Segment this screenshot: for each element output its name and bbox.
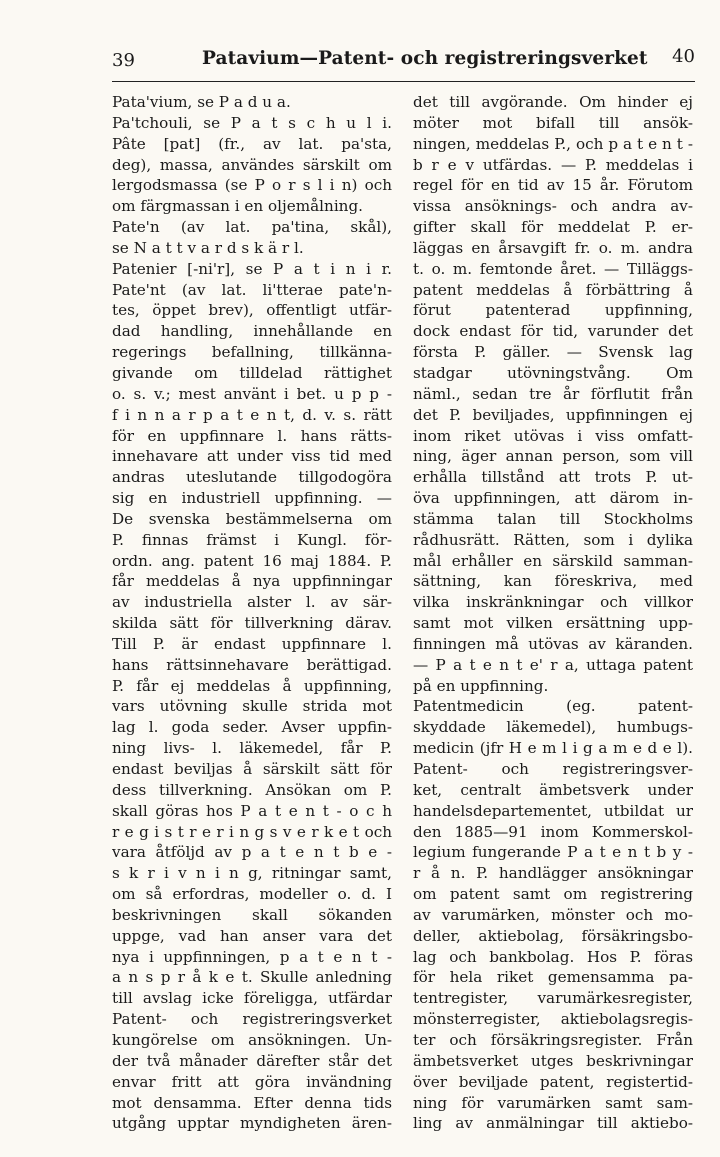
text-line: rådhusrätt. Rätten, som i dylika (413, 530, 693, 549)
text-line: Patentmedicin (eg. patent- (413, 697, 693, 716)
text-line: samt mot vilken ersättning upp- (413, 614, 693, 633)
text-line: t. o. m. femtonde året. — Tilläggs- (413, 259, 693, 278)
text-line: det till avgörande. Om hinder ej (413, 93, 693, 111)
text-line: a n s p r å k e t. Skulle anledning (112, 968, 392, 987)
text-line: skilda sätt för tillverkning därav. (112, 614, 392, 633)
page-number-left: 39 (112, 50, 135, 71)
text-line: ordn. ang. patent 16 maj 1884. P. (112, 551, 392, 570)
text-line: De svenska bestämmelserna om (112, 509, 392, 528)
text-line: den 1885—91 inom Kommerskol- (413, 822, 693, 841)
text-line: lag och bankbolag. Hos P. föras (413, 947, 693, 966)
text-line: hans rättsinnehavare berättigad. (112, 655, 392, 674)
text-line: utgång upptar myndigheten ären- (112, 1114, 392, 1133)
text-line: möter mot bifall till ansök- (413, 113, 693, 132)
text-line: mot densamma. Efter denna tids (112, 1093, 392, 1112)
text-line: ningen, meddelas P., och p a t e n t - (413, 134, 693, 153)
text-line: sig en industriell uppfinning. — (112, 489, 392, 508)
text-line: skyddade läkemedel), humbugs- (413, 718, 693, 737)
text-line: — P a t e n t e' r a, uttaga patent (413, 655, 693, 674)
text-line: handelsdepartementet, utbildat ur (413, 801, 693, 820)
text-line: stämma talan till Stockholms (413, 509, 693, 528)
text-line: ket, centralt ämbetsverk under (413, 780, 693, 799)
text-line: beskrivningen skall sökanden (112, 905, 392, 924)
text-line: om färgmassan i en oljemålning. (112, 197, 364, 216)
text-line: dock endast för tid, varunder det (413, 322, 693, 341)
text-line: stadgar utövningstvång. Om (413, 363, 693, 382)
text-line: b r e v utfärdas. — P. meddelas i (413, 155, 693, 174)
text-line: P. får ej meddelas å uppfinning, (112, 676, 392, 695)
text-line: Pata'vium, se P a d u a. (112, 93, 291, 111)
left-column (112, 92, 392, 1134)
text-line: finningen må utövas av käranden. (413, 634, 693, 653)
text-line: över beviljade patent, registertid- (413, 1072, 693, 1091)
text-line: medicin (jfr H e m l i g a m e d e l). (413, 739, 693, 758)
text-line: deg), massa, användes särskilt om (112, 155, 392, 174)
text-line: r e g i s t r e r i n g s v e r k e t och (112, 822, 392, 841)
text-line: vars utövning skulle strida mot (112, 697, 392, 716)
text-line: första P. gäller. — Svensk lag (413, 343, 693, 362)
text-line: patent meddelas å förbättring å (413, 280, 693, 299)
text-line: sättning, kan föreskriva, med (413, 572, 693, 591)
text-line: om patent samt om registrering (413, 885, 693, 904)
page-header (112, 44, 695, 78)
text-line: skall göras hos P a t e n t - o c h (112, 801, 392, 820)
text-line: erhålla tillstånd att trots P. ut- (413, 468, 693, 487)
text-line: på en uppfinning. (413, 676, 549, 695)
text-line: Till P. är endast uppfinnare l. (112, 634, 392, 653)
text-line: får meddelas å nya uppfinningar (112, 572, 392, 591)
text-line: Patent- och registreringsverket (112, 1010, 392, 1029)
text-line: vissa ansöknings- och andra av- (413, 197, 693, 216)
text-line: Patenier [-ni'r], se P a t i n i r. (112, 259, 392, 278)
text-line: s k r i v n i n g, ritningar samt, (112, 864, 392, 883)
text-line: dad handling, innehållande en (112, 322, 392, 341)
text-line: ning livs- l. läkemedel, får P. (112, 739, 392, 758)
text-line: ter och försäkringsregister. Från (413, 1030, 693, 1049)
text-line: uppge, vad han anser vara det (112, 926, 392, 945)
text-line: Patent- och registreringsver- (413, 760, 693, 778)
text-line: regerings befallning, tillkänna- (112, 343, 392, 362)
text-line: inom riket utövas i viss omfatt- (413, 426, 693, 445)
text-line: lag l. goda seder. Avser uppfin- (112, 718, 392, 737)
text-line: vara åtföljd av p a t e n t b e - (112, 843, 392, 862)
page-number-right: 40 (672, 46, 695, 67)
text-line: legium fungerande P a t e n t b y - (413, 843, 693, 862)
header-rule (112, 81, 695, 82)
text-line: gifter skall för meddelat P. er- (413, 218, 693, 237)
text-line: till avslag icke föreligga, utfärdar (112, 989, 392, 1008)
text-line: P. finnas främst i Kungl. för- (112, 530, 392, 549)
text-line: av varumärken, mönster och mo- (413, 905, 693, 924)
text-line: endast beviljas å särskilt sätt för (112, 760, 392, 778)
text-line: om så erfordras, modeller o. d. I (112, 885, 392, 904)
text-line: tes, öppet brev), offentligt utfär- (112, 301, 392, 320)
text-line: kungörelse om ansökningen. Un- (112, 1030, 392, 1049)
text-line: Pate'nt (av lat. li'tterae pate'n- (112, 280, 392, 299)
text-line: regel för en tid av 15 år. Förutom (413, 176, 693, 195)
text-line: lergodsmassa (se P o r s l i n) och (112, 176, 392, 195)
text-line: innehavare att under viss tid med (112, 447, 392, 466)
text-line: f i n n a r p a t e n t, d. v. s. rätt (112, 405, 392, 424)
text-line: Pâte [pat] (fr., av lat. pa'sta, (112, 134, 392, 153)
text-line: ling av anmälningar till aktiebo- (413, 1114, 693, 1133)
text-line: förut patenterad uppfinning, (413, 301, 693, 320)
text-line: för hela riket gemensamma pa- (413, 968, 693, 987)
right-column (413, 92, 693, 1134)
text-line: ning för varumärken samt sam- (413, 1093, 693, 1112)
text-line: läggas en årsavgift fr. o. m. andra (413, 238, 693, 257)
text-line: mönsterregister, aktiebolagsregis- (413, 1010, 693, 1029)
text-line: nya i uppfinningen, p a t e n t - (112, 947, 392, 966)
running-title: Patavium—Patent- och registreringsverket (202, 48, 648, 69)
text-line: näml., sedan tre år förflutit från (413, 384, 693, 403)
text-line: vilka inskränkningar och villkor (413, 593, 693, 612)
text-line: Pate'n (av lat. pa'tina, skål), (112, 218, 392, 237)
text-line: o. s. v.; mest använt i bet. u p p - (112, 384, 392, 403)
text-line: andras uteslutande tillgodogöra (112, 468, 392, 487)
text-line: givande om tilldelad rättighet (112, 363, 392, 382)
text-line: se N a t t v a r d s k ä r l. (112, 238, 304, 257)
text-line: det P. beviljades, uppfinningen ej (413, 405, 693, 424)
text-line: r å n. P. handlägger ansökningar (413, 864, 693, 883)
text-line: öva uppfinningen, att därom in- (413, 489, 693, 508)
text-line: envar fritt att göra invändning (112, 1072, 392, 1091)
text-line: tentregister, varumärkesregister, (413, 989, 693, 1008)
text-line: mål erhåller en särskild samman- (413, 551, 693, 570)
text-line: för en uppfinnare l. hans rätts- (112, 426, 392, 445)
text-line: ning, äger annan person, som vill (413, 447, 693, 466)
text-line: Pa'tchouli, se P a t s c h u l i. (112, 113, 392, 132)
text-line: deller, aktiebolag, försäkringsbo- (413, 926, 693, 945)
text-line: der två månader därefter står det (112, 1051, 392, 1070)
text-line: dess tillverkning. Ansökan om P. (112, 780, 392, 799)
text-line: ämbetsverket utges beskrivningar (413, 1051, 693, 1070)
text-line: av industriella alster l. av sär- (112, 593, 392, 612)
